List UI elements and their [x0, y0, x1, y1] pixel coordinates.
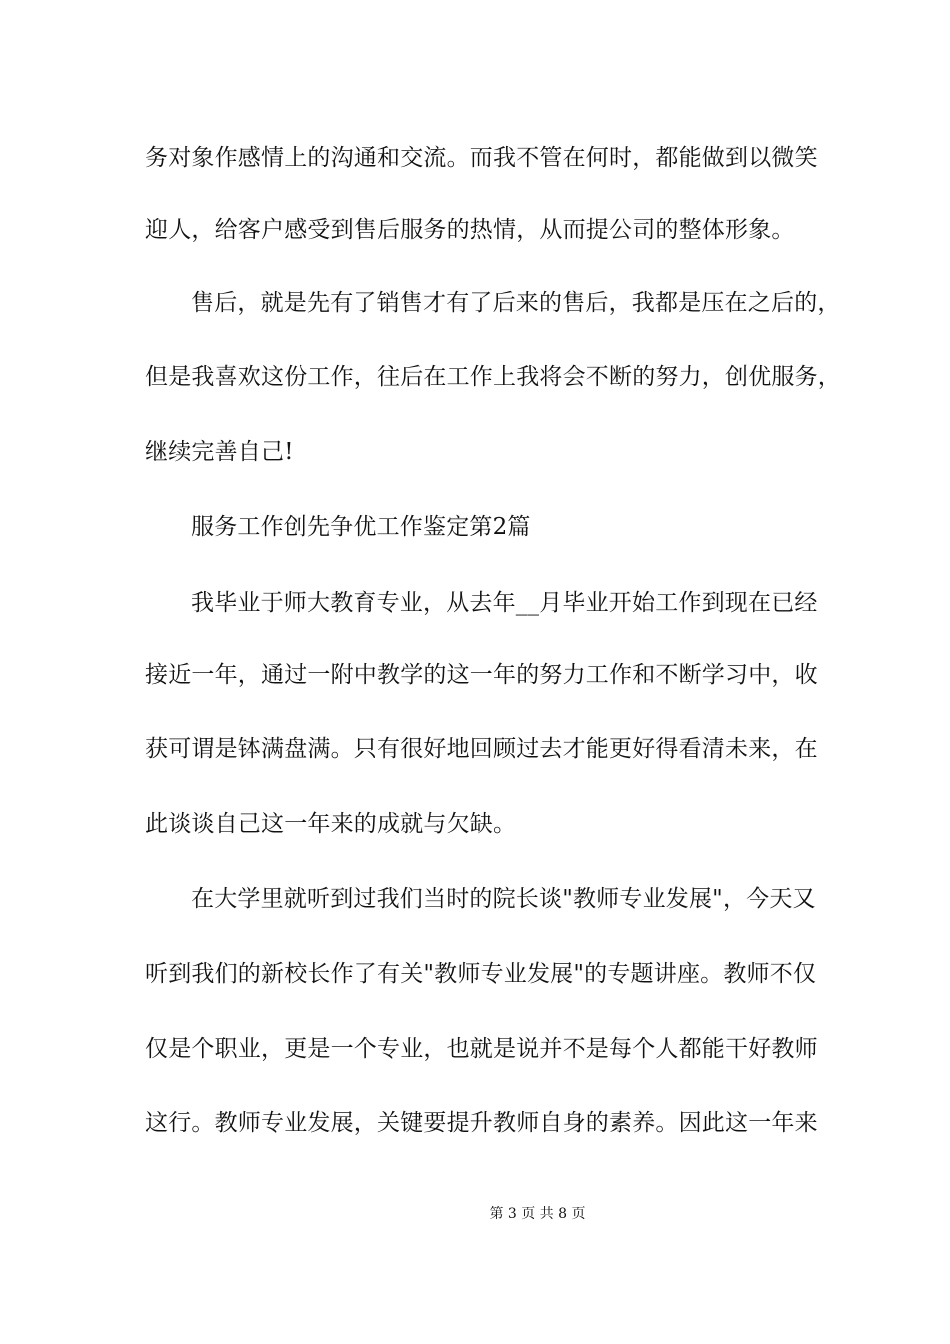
- text-line-14: 这行。教师专业发展，关键要提升教师自身的素养。因此这一年来: [145, 1110, 818, 1136]
- section-heading: 服务工作创先争优工作鉴定第2篇: [191, 514, 531, 540]
- text-line-2: 迎人，给客户感受到售后服务的热情，从而提公司的整体形象。: [145, 217, 795, 243]
- text-line-3: 售后，就是先有了销售才有了后来的售后，我都是压在之后的，: [191, 290, 841, 316]
- text-line-9: 获可谓是钵满盘满。只有很好地回顾过去才能更好得看清未来，在: [145, 736, 818, 762]
- text-line-1: 务对象作感情上的沟通和交流。而我不管在何时，都能做到以微笑: [145, 145, 818, 171]
- text-line-12: 听到我们的新校长作了有关"教师专业发展"的专题讲座。教师不仅: [145, 961, 817, 987]
- text-line-11: 在大学里就听到过我们当时的院长谈"教师专业发展"，今天又: [191, 886, 816, 912]
- text-line-4: 但是我喜欢这份工作，往后在工作上我将会不断的努力，创优服务，: [145, 364, 841, 390]
- text-line-5: 继续完善自己!: [145, 439, 294, 465]
- text-line-7: 我毕业于师大教育专业，从去年__月毕业开始工作到现在已经: [191, 590, 818, 616]
- page-number-footer: 第 3 页 共 8 页: [489, 1206, 586, 1222]
- text-line-10: 此谈谈自己这一年来的成就与欠缺。: [145, 811, 517, 837]
- text-line-13: 仅是个职业，更是一个专业，也就是说并不是每个人都能干好教师: [145, 1036, 818, 1062]
- text-line-8: 接近一年，通过一附中教学的这一年的努力工作和不断学习中，收: [145, 662, 818, 688]
